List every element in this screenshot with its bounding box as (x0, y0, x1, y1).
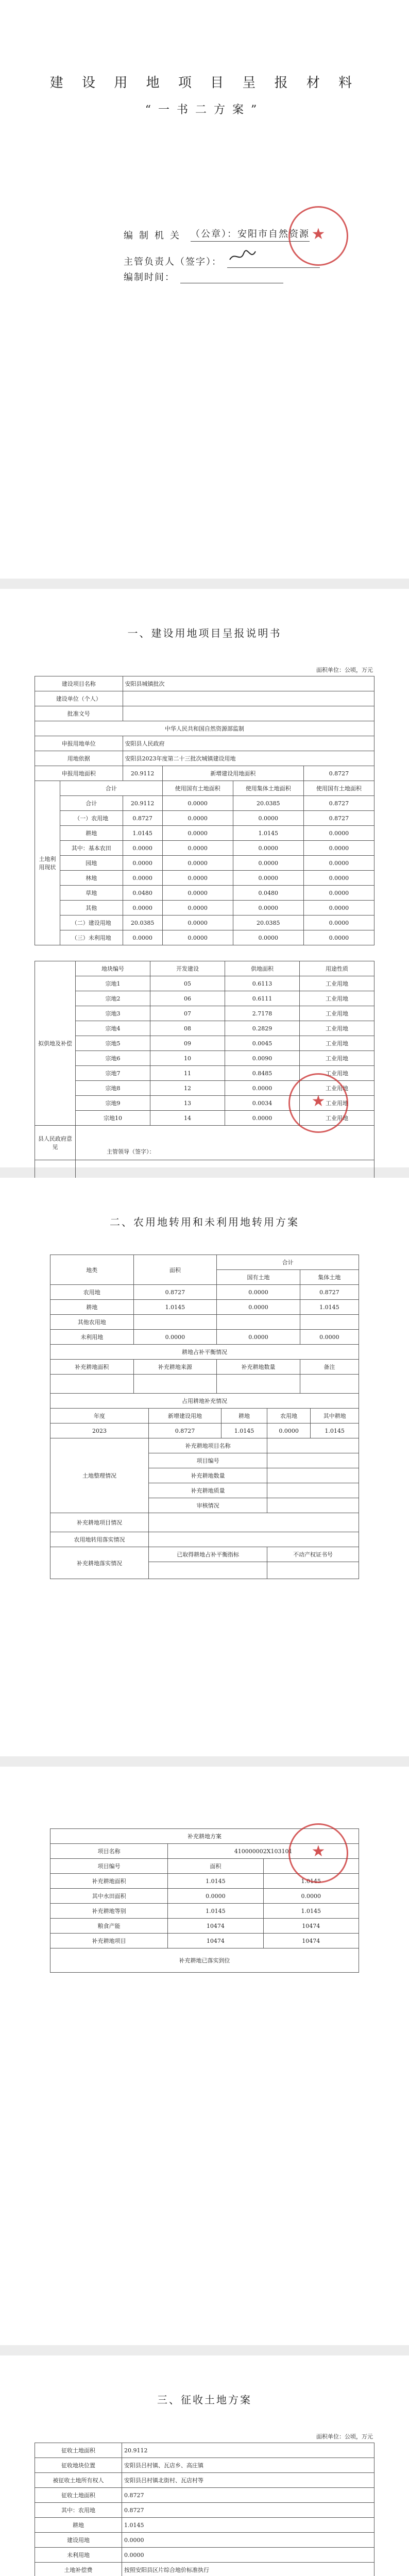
table-row (35, 2458, 374, 2473)
cell (267, 1468, 359, 1483)
col-header: 面积 (133, 1255, 217, 1285)
cell: （二）建设用地 (60, 916, 123, 930)
col-header: 合计 (217, 1255, 359, 1270)
table-row (35, 871, 374, 886)
apply-unit-value: 安阳县人民政府 (123, 736, 374, 751)
org-label: 编制机关 (124, 230, 185, 241)
cell: 耕地 (50, 1300, 134, 1315)
approval-label: 批准文号 (35, 706, 123, 721)
section2-subtable (50, 1408, 359, 1579)
table-row (35, 991, 374, 1006)
col-header: 地类 (50, 1255, 134, 1285)
col-header: 国有土地 (217, 1270, 300, 1285)
table-row (35, 1036, 374, 1051)
cell: 0.0000 (122, 2548, 374, 2563)
section1-unit-note: 面积单位：公顷，万元 (316, 667, 373, 673)
table-row (35, 2503, 374, 2518)
approval-value (123, 706, 374, 721)
cell: 0.0000 (133, 1330, 217, 1345)
cell: 补充耕地面积 (50, 1874, 168, 1889)
cover-stamp (288, 206, 348, 266)
table-row (35, 2473, 374, 2488)
cell: 0.8727 (122, 2488, 374, 2503)
cell: 06 (150, 991, 225, 1006)
cell: 安阳县吕村镇北街村、瓦店村等 (122, 2473, 374, 2488)
table-row (50, 1315, 359, 1330)
cell: 13 (150, 1096, 225, 1111)
table-row (35, 901, 374, 916)
section3-page (0, 2355, 409, 2576)
col-header: 农用地 (267, 1409, 311, 1423)
cell: 0.0000 (303, 856, 374, 871)
table-row (35, 796, 374, 811)
opinion-label: 县人民政府意见 (35, 1126, 76, 1160)
cell: 未利用地 (50, 1330, 134, 1345)
cell: 0.0000 (162, 841, 233, 856)
section2b-page (0, 1767, 409, 2345)
table-row (35, 2518, 374, 2533)
h1-value: 20.9112 (122, 2443, 374, 2458)
cell: 0.6113 (225, 976, 300, 991)
cell: 其他农用地 (50, 1315, 134, 1330)
red-seal-icon: ★ (311, 225, 326, 243)
cell: 工业用地 (300, 1096, 374, 1111)
cell: 1.0145 (168, 1874, 263, 1889)
table-row (35, 2488, 374, 2503)
person-label: 主管负责人（签字）： (124, 257, 222, 267)
cell: 项目编号 (149, 1453, 267, 1468)
cell: 14 (150, 1111, 225, 1126)
cell: 10474 (168, 1934, 263, 1948)
page-separator (0, 1756, 409, 1767)
cell: 0.0000 (267, 1423, 311, 1438)
cell: 补充耕地项目 (50, 1934, 168, 1948)
table-row (50, 1423, 359, 1438)
table-row (35, 826, 374, 841)
cell: 0.0000 (162, 796, 233, 811)
new-label: 新增建设用地面积 (162, 766, 303, 781)
h-left: 合计 (60, 781, 163, 796)
cell: 粮食产能 (50, 1919, 168, 1934)
cell: 工业用地 (300, 1066, 374, 1081)
cell: 0.8727 (133, 1285, 217, 1300)
new-value: 0.8727 (303, 766, 374, 781)
cell: 林地 (60, 871, 123, 886)
cell: 0.0000 (263, 1889, 359, 1904)
col-header: 新增建设用地 (149, 1409, 221, 1423)
cell: 补充耕地数量 (149, 1468, 267, 1483)
cell: 0.8727 (123, 811, 162, 826)
cell: 0.0000 (123, 856, 162, 871)
s4-label: 补充耕地项目情况 (50, 1513, 149, 1532)
section1-stamp (288, 1073, 348, 1133)
col-header: 项目名称 (50, 1844, 168, 1859)
cell: 合计 (60, 796, 123, 811)
cell: 宗地10 (76, 1111, 150, 1126)
cell: （一）农用地 (60, 811, 123, 826)
col-header: 用途性质 (300, 961, 374, 976)
col-header: 开发建设 (150, 961, 225, 976)
cell: 0.8727 (149, 1423, 221, 1438)
section2-title: 二、农用地转用和未利用地转用方案 (110, 1216, 299, 1228)
cell: 11 (150, 1066, 225, 1081)
cell: 土地补偿费 (35, 2563, 122, 2576)
table-row (35, 886, 374, 901)
cell: 0.8727 (303, 796, 374, 811)
cell: 草地 (60, 886, 123, 901)
cell (133, 1315, 217, 1330)
project-name-label: 建设项目名称 (35, 676, 123, 691)
cell: 宗地4 (76, 1021, 150, 1036)
page-separator (0, 579, 409, 589)
cell: 0.0000 (303, 930, 374, 945)
col-header: 补充耕地数量 (217, 1360, 300, 1375)
table-row (35, 916, 374, 930)
cell: 0.0000 (300, 1330, 359, 1345)
cell: 工业用地 (300, 1036, 374, 1051)
col-header: 供地面积 (225, 961, 300, 976)
cell: 10474 (263, 1934, 359, 1948)
cell: 0.8727 (300, 1285, 359, 1300)
red-seal-icon: ★ (311, 1092, 326, 1110)
total-label: 申报用地面积 (35, 766, 123, 781)
col-header: 面积 (168, 1859, 263, 1874)
cell: 工业用地 (300, 991, 374, 1006)
cell: 1.0145 (168, 1904, 263, 1919)
sub1-title: 耕地占补平衡情况 (50, 1345, 359, 1360)
cell: 宗地2 (76, 991, 150, 1006)
table-row (50, 1300, 359, 1315)
builder-value (123, 691, 374, 706)
cell: 工业用地 (300, 976, 374, 991)
org-line (124, 227, 310, 242)
table-row (35, 930, 374, 945)
table-row (35, 811, 374, 826)
col-header: 补充耕地来源 (133, 1360, 217, 1375)
table-row (35, 856, 374, 871)
cover-subtitle: “一书二方案” (145, 104, 264, 116)
cell: 已取得耕地占补平衡指标 (149, 1547, 267, 1562)
cell: 0.0045 (225, 1036, 300, 1051)
time-value (180, 282, 283, 283)
cell: 0.0000 (123, 841, 162, 856)
cell (217, 1315, 300, 1330)
cell: 0.0000 (162, 930, 233, 945)
cell: 09 (150, 1036, 225, 1051)
project-name-value: 安阳县城镇批次 (123, 676, 374, 691)
section1-table (35, 676, 374, 945)
table-row (35, 2548, 374, 2563)
cell: 按照安阳县区片综合地价标准执行 (122, 2563, 374, 2576)
section1-page (0, 589, 409, 1167)
cell (217, 1375, 300, 1394)
col-header: 地块编号 (76, 961, 150, 976)
cell: 工业用地 (300, 1111, 374, 1126)
cell: 1.0145 (300, 1300, 359, 1315)
cell: 补充耕地等别 (50, 1904, 168, 1919)
left-header: 土地利用现状 (35, 781, 60, 945)
note: 补充耕地已落实到位 (50, 1948, 359, 1973)
table-row (50, 1919, 359, 1934)
cell: 农用地 (50, 1285, 134, 1300)
cell: 宗地6 (76, 1051, 150, 1066)
cell: 07 (150, 1006, 225, 1021)
table-row (35, 976, 374, 991)
cell: 0.2829 (225, 1021, 300, 1036)
cell: 0.0000 (162, 826, 233, 841)
cell: 安阳县吕村镇、瓦店乡、高庄镇 (122, 2458, 374, 2473)
cell: 其他 (60, 901, 123, 916)
cell: 宗地7 (76, 1066, 150, 1081)
section2b-title: 补充耕地方案 (50, 1829, 359, 1844)
plan-label: 用地依据 (35, 751, 123, 766)
cell: 0.0000 (303, 916, 374, 930)
cell: 1.0145 (263, 1874, 359, 1889)
table-row (35, 841, 374, 856)
cell: 0.8485 (225, 1066, 300, 1081)
section1-title: 一、建设用地项目呈报说明书 (127, 627, 282, 639)
col-header: 补充耕地面积 (50, 1360, 134, 1375)
cell (267, 1453, 359, 1468)
page-separator (0, 2345, 409, 2355)
cell: 20.9112 (123, 796, 162, 811)
cell: 不动产权证书号 (267, 1547, 359, 1562)
cell: 10474 (263, 1919, 359, 1934)
cell (133, 1375, 217, 1394)
cell: 2.7178 (225, 1006, 300, 1021)
cell: 0.0000 (233, 901, 303, 916)
cell: 补充耕地质量 (149, 1483, 267, 1498)
cell: 被征收土地所有权人 (35, 2473, 122, 2488)
cell: 0.8727 (303, 811, 374, 826)
cell: 20.0385 (123, 916, 162, 930)
cell: 1.0145 (123, 826, 162, 841)
cell: 宗地5 (76, 1036, 150, 1051)
cell: 工业用地 (300, 1021, 374, 1036)
cell: 20.0385 (233, 916, 303, 930)
cell: 0.0000 (162, 856, 233, 871)
s6-label: 补充耕地落实情况 (50, 1547, 149, 1579)
cell: 0.0000 (168, 1889, 263, 1904)
cell: 2023 (50, 1423, 149, 1438)
cell: 0.0000 (233, 811, 303, 826)
cell (300, 1375, 359, 1394)
section2-page (0, 1178, 409, 1756)
s5-label: 农用地转用落实情况 (50, 1532, 149, 1547)
table-row (35, 1051, 374, 1066)
supply-label: 拟供地及补偿 (35, 961, 76, 1126)
section2b-stamp (288, 1823, 348, 1883)
cell: 0.0000 (162, 871, 233, 886)
col-header: 其中耕地 (311, 1409, 359, 1423)
cell: 建设用地 (35, 2533, 122, 2548)
red-seal-icon: ★ (311, 1842, 326, 1860)
cell (267, 1498, 359, 1513)
cell: 1.0145 (311, 1423, 359, 1438)
cell: 0.0000 (233, 856, 303, 871)
builder-label: 建设单位（个人） (35, 691, 123, 706)
time-line (124, 270, 283, 283)
s3-label: 土地整理情况 (50, 1438, 149, 1513)
cell: 其中：农用地 (35, 2503, 122, 2518)
cell: 1.0145 (233, 826, 303, 841)
cell: 审核情况 (149, 1498, 267, 1513)
cell: 征收土地面积 (35, 2488, 122, 2503)
sign-label: 主管领导（签字）： (107, 1148, 155, 1155)
cell: 0.0000 (225, 1081, 300, 1096)
plan-value: 安阳县2023年度第二十三批次城镇建设用地 (123, 751, 374, 766)
table-row (50, 1934, 359, 1948)
apply-unit-label: 申报用地单位 (35, 736, 123, 751)
time-label: 编制时间： (124, 272, 175, 283)
cell: 0.0000 (162, 886, 233, 901)
cell: 12 (150, 1081, 225, 1096)
h1-label: 征收土地面积 (35, 2443, 122, 2458)
h-b: 使用集体土地面积 (233, 781, 303, 796)
cover-title: 建 设 用 地 项 目 呈 报 材 料 (49, 75, 360, 91)
cell: 0.0000 (233, 930, 303, 945)
project-code: 410000002X103101 (168, 1844, 359, 1859)
cell: 0.0000 (123, 930, 162, 945)
table-row (35, 1021, 374, 1036)
col-header: 项目编号 (50, 1859, 168, 1874)
table-row (50, 1904, 359, 1919)
cell: 0.0000 (303, 871, 374, 886)
cell: 工业用地 (300, 1051, 374, 1066)
cell: 0.0000 (303, 826, 374, 841)
cell (267, 1438, 359, 1453)
col-header: 耕地 (221, 1409, 267, 1423)
cell: 0.0000 (123, 901, 162, 916)
cell: 0.0000 (217, 1300, 300, 1315)
cell: 10474 (168, 1919, 263, 1934)
cell (267, 1483, 359, 1498)
cell: 10 (150, 1051, 225, 1066)
table-row (35, 2533, 374, 2548)
cell: 其中水田面积 (50, 1889, 168, 1904)
table-row (35, 2563, 374, 2576)
cell: 宗地9 (76, 1096, 150, 1111)
col-header: 备注 (300, 1360, 359, 1375)
signature-icon (227, 248, 258, 264)
cell (300, 1315, 359, 1330)
cell (149, 1513, 359, 1532)
cell: 耕地 (60, 826, 123, 841)
cell: 0.8727 (122, 2503, 374, 2518)
cell: 0.0000 (303, 901, 374, 916)
cell: 0.0000 (303, 841, 374, 856)
cell: 1.0145 (263, 1904, 359, 1919)
cell: 0.0000 (162, 811, 233, 826)
section3-table (35, 2443, 374, 2576)
cell: 宗地3 (76, 1006, 150, 1021)
total-value: 20.9112 (123, 766, 162, 781)
section3-unit-note: 面积单位：公顷，万元 (316, 2433, 373, 2440)
cell: 工业用地 (300, 1006, 374, 1021)
table-row (50, 1285, 359, 1300)
cell: 0.0090 (225, 1051, 300, 1066)
cell: （三）未利用地 (60, 930, 123, 945)
cell: 补充耕地项目名称 (149, 1438, 267, 1453)
cell: 其中：基本农田 (60, 841, 123, 856)
cell (149, 1532, 359, 1547)
cell: 0.0000 (122, 2533, 374, 2548)
sub2-title: 占用耕地补充情况 (50, 1394, 359, 1409)
cover-page (0, 0, 409, 579)
cell: 1.0145 (221, 1423, 267, 1438)
table-row (35, 1006, 374, 1021)
cell: 0.0000 (217, 1330, 300, 1345)
cell: 0.0000 (233, 841, 303, 856)
cell: 0.6111 (225, 991, 300, 1006)
table-row (50, 1889, 359, 1904)
org-value: （公章）：安阳市自然资源 (191, 227, 310, 242)
cell: 工业用地 (300, 1081, 374, 1096)
cell: 园地 (60, 856, 123, 871)
cell: 0.0000 (217, 1285, 300, 1300)
cell (149, 1562, 267, 1579)
cell: 0.0000 (162, 901, 233, 916)
cell: 08 (150, 1021, 225, 1036)
person-line (124, 248, 320, 268)
section3-title: 三、征收土地方案 (157, 2394, 252, 2406)
land-purpose: 中华人民共和国自然资源部监制 (35, 721, 374, 736)
cell: 宗地8 (76, 1081, 150, 1096)
table-row (50, 1330, 359, 1345)
section2-table (50, 1255, 359, 1409)
cell: 征收地块位置 (35, 2458, 122, 2473)
cell: 耕地 (35, 2518, 122, 2533)
cell: 0.0034 (225, 1096, 300, 1111)
h-c: 使用国有土地面积 (303, 781, 374, 796)
cell: 0.0000 (162, 916, 233, 930)
cell: 0.0000 (233, 871, 303, 886)
col-header: 集体土地 (300, 1270, 359, 1285)
cell (50, 1375, 134, 1394)
cell: 1.0145 (133, 1300, 217, 1315)
cell: 未利用地 (35, 2548, 122, 2563)
h-a: 使用国有土地面积 (162, 781, 233, 796)
cell: 0.0480 (233, 886, 303, 901)
cell: 0.0480 (123, 886, 162, 901)
cell: 05 (150, 976, 225, 991)
col-header: 年度 (50, 1409, 149, 1423)
cell: 20.0385 (233, 796, 303, 811)
cell: 1.0145 (122, 2518, 374, 2533)
cell: 0.0000 (225, 1111, 300, 1126)
cell: 宗地1 (76, 976, 150, 991)
cell: 0.0000 (123, 871, 162, 886)
cell (267, 1562, 359, 1579)
cell: 0.0000 (303, 886, 374, 901)
